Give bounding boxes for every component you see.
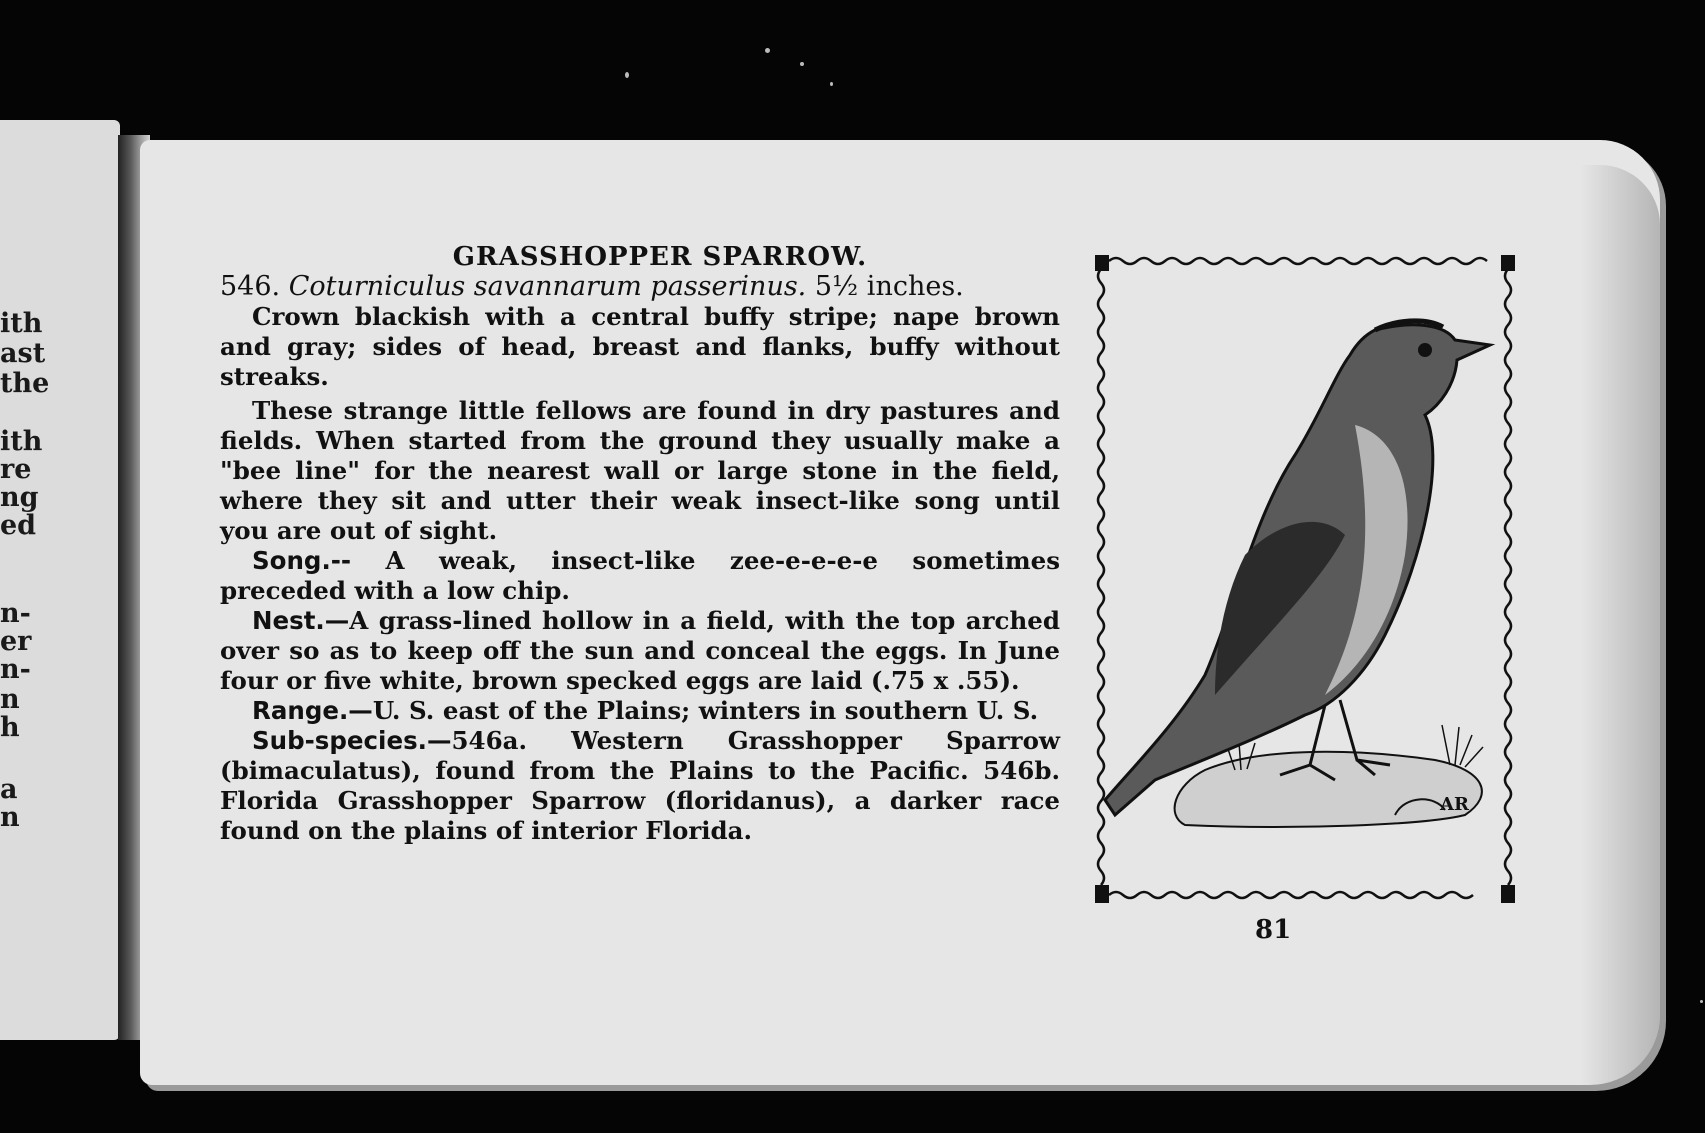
species-title: GRASSHOPPER SPARROW. — [452, 242, 868, 272]
subspecies-label: Sub-species.— — [252, 726, 452, 755]
left-page-text: er — [0, 626, 32, 657]
species-number: 546. — [220, 271, 281, 302]
left-page-text: n — [0, 684, 20, 715]
song-label: Song.-- — [252, 546, 352, 575]
species-entry — [220, 242, 1060, 846]
left-page-text: a — [0, 774, 18, 805]
left-page-text: n- — [0, 598, 31, 629]
page-edge-shadow — [1580, 165, 1660, 1085]
range-label: Range.— — [252, 696, 373, 725]
species-size: 5½ inches. — [814, 271, 964, 302]
bird-eye — [1418, 343, 1432, 357]
left-page-text: ng — [0, 482, 39, 513]
range-text: U. S. east of the Plains; winters in southern U. S. — [372, 696, 1039, 725]
left-page-text: h — [0, 712, 20, 743]
left-page-text: the — [0, 368, 50, 399]
left-page-edge — [0, 120, 120, 1040]
left-page-text: ed — [0, 510, 37, 541]
species-notes: These strange little fellows are found in dry pastures and fields. When started from the ground they usually make a "bee line" for the nearest wall or large stone in the field, where they sit and utter their weak insect-like song until you are out of sight. — [220, 396, 1060, 545]
rock-ground — [1175, 752, 1482, 827]
subspecies-text: 546a. Western Grasshopper Sparrow (bimaculatus), found from the Plains to the Pacific. 546b. Florida Grasshopper Sparrow (floridanus), a darker race found on the plains of interior Florida. — [220, 726, 1060, 845]
dust-speck — [765, 48, 770, 53]
left-page-text: ast — [0, 338, 46, 369]
dust-speck — [1700, 1000, 1703, 1003]
song-section — [220, 546, 1060, 606]
border-corner — [1501, 255, 1515, 271]
nest-label: Nest.— — [252, 606, 350, 635]
left-page-text: n — [0, 802, 20, 833]
border-corner — [1095, 255, 1109, 271]
range-section — [220, 696, 1060, 726]
species-description: Crown blackish with a central buffy stripe; nape brown and gray; sides of head, breast and flanks, buffy without streaks. — [220, 302, 1060, 391]
nest-section — [220, 606, 1060, 696]
left-page-text: re — [0, 454, 32, 485]
dust-speck — [830, 82, 833, 86]
dust-speck — [800, 62, 804, 66]
left-page-text: ith — [0, 308, 43, 339]
species-header — [220, 272, 1060, 302]
song-text: A weak, insect-like zee-e-e-e-e sometimes preceded with a low chip. — [220, 546, 1061, 605]
scientific-name: Coturniculus savannarum passerinus. — [288, 271, 807, 302]
page-number: 81 — [1255, 915, 1292, 945]
nest-text: A grass-lined hollow in a field, with the top arched over so as to keep off the sun and conceal the eggs. In June four or five white, brown specked eggs are laid (.75 x .55). — [220, 606, 1060, 695]
border-corner — [1095, 885, 1109, 903]
subspecies-section — [220, 726, 1060, 846]
left-page-text: ith — [0, 426, 43, 457]
border-corner — [1501, 885, 1515, 903]
sparrow-illustration — [1095, 255, 1520, 905]
artist-signature: AR — [1440, 794, 1469, 815]
dust-speck — [625, 72, 629, 78]
left-page-text: n- — [0, 654, 31, 685]
